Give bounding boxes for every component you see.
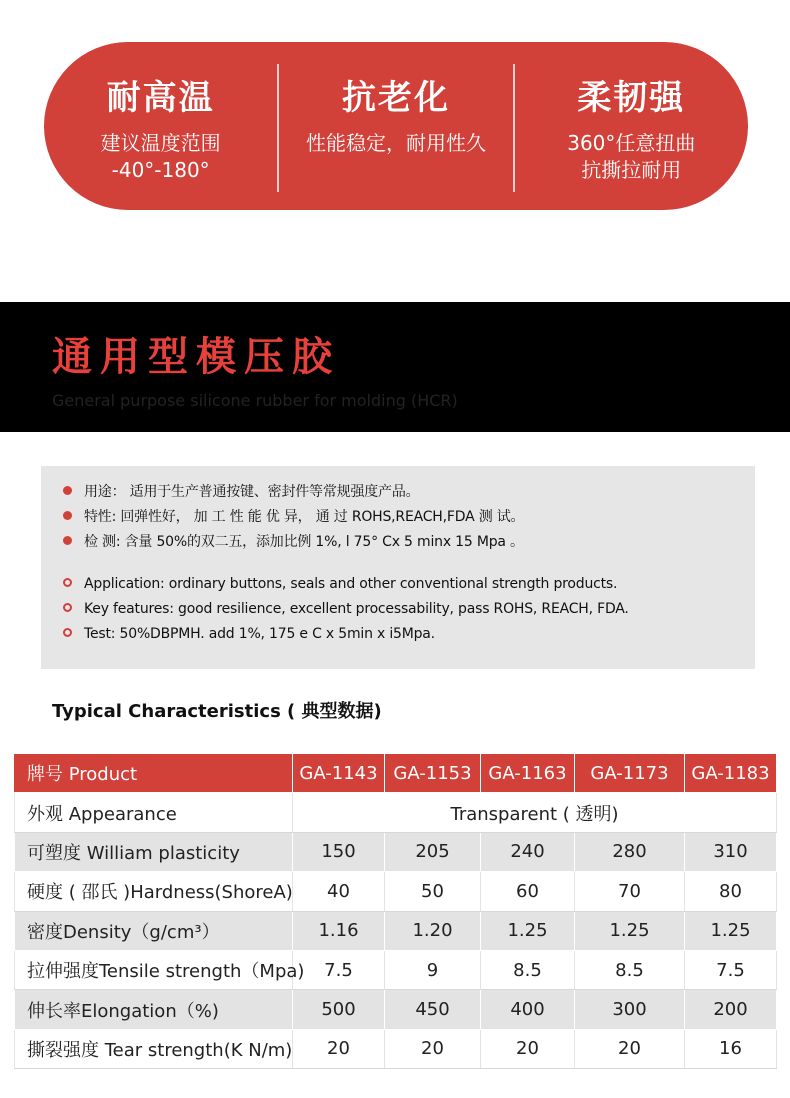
table-cell: 20 — [293, 1029, 385, 1068]
table-cell: 1.25 — [685, 911, 777, 950]
header-cell: GA-1183 — [685, 754, 777, 793]
table-row — [15, 990, 777, 1029]
table-cell: 1.25 — [575, 911, 685, 950]
table-cell: 1.25 — [481, 911, 575, 950]
info-line-key-features — [63, 599, 629, 619]
table-cell: 7.5 — [293, 950, 385, 989]
info-text: Test: 50%DBPMH. add 1%, 175 e C x 5min x i5Mpa. — [84, 626, 435, 642]
table-cell: 16 — [685, 1029, 777, 1068]
info-line-usage — [63, 482, 419, 502]
spec-table — [14, 753, 777, 1069]
banner-subtitle: General purpose silicone rubber for molding (HCR) — [52, 391, 458, 410]
feature-desc-line: 建议温度范围 — [100, 131, 221, 155]
table-cell: 60 — [481, 872, 575, 911]
table-cell: 205 — [385, 832, 481, 871]
info-text: Key features: good resilience, excellent processability, pass ROHS, REACH, FDA. — [84, 601, 629, 617]
feature-desc-line: -40°-180° — [111, 158, 210, 182]
table-cell: 8.5 — [575, 950, 685, 989]
table-title: Typical Characteristics ( 典型数据) — [52, 701, 382, 722]
product-banner — [0, 302, 790, 432]
row-label: 密度Density（g/cm³） — [15, 911, 293, 950]
feature-desc — [567, 130, 695, 184]
table-cell: 8.5 — [481, 950, 575, 989]
info-line-test-en — [63, 624, 435, 644]
table-cell: 20 — [481, 1029, 575, 1068]
feature-title: 抗老化 — [341, 78, 450, 118]
feature-title: 柔韧强 — [577, 78, 686, 118]
row-label: 撕裂强度 Tear strength(K N/m) — [15, 1029, 293, 1068]
info-line-features — [63, 507, 524, 527]
table-cell: Transparent ( 透明) — [293, 793, 777, 832]
info-text: 特性: 回弹性好， 加 工 性 能 优 异， 通 过 ROHS,REACH,FDA 测 试。 — [84, 509, 525, 525]
table-cell: 7.5 — [685, 950, 777, 989]
table-cell: 450 — [385, 990, 481, 1029]
feature-desc — [101, 130, 221, 184]
header-cell: GA-1173 — [575, 754, 685, 793]
bullet-dot-icon — [63, 536, 72, 545]
table-row — [15, 872, 777, 911]
feature-title: 耐高温 — [106, 78, 215, 118]
info-text: 检 测: 含量 50%的双二五，添加比例 1%, l 75° Cx 5 minx 15 Mpa 。 — [84, 534, 524, 550]
bullet-dot-icon — [63, 486, 72, 495]
bullet-dot-icon — [63, 511, 72, 520]
table-cell: 310 — [685, 832, 777, 871]
table-row — [15, 950, 777, 989]
table-cell: 500 — [293, 990, 385, 1029]
table-cell: 1.16 — [293, 911, 385, 950]
row-label: 外观 Appearance — [15, 793, 293, 832]
bullet-ring-icon — [63, 628, 72, 637]
table-cell: 1.20 — [385, 911, 481, 950]
table-cell: 20 — [385, 1029, 481, 1068]
row-label: 硬度 ( 邵氏 )Hardness(ShoreA) — [15, 872, 293, 911]
info-line-test — [63, 532, 524, 552]
info-text: 用途： 适用于生产普通按键、密封件等常规强度产品。 — [84, 484, 420, 500]
table-cell: 200 — [685, 990, 777, 1029]
table-cell: 70 — [575, 872, 685, 911]
info-box — [41, 466, 755, 669]
row-label: 可塑度 William plasticity — [15, 832, 293, 871]
table-cell: 400 — [481, 990, 575, 1029]
feature-flexibility — [515, 42, 748, 210]
table-cell: 80 — [685, 872, 777, 911]
info-text: Application: ordinary buttons, seals and other conventional strength products. — [84, 576, 618, 592]
table-row — [15, 793, 777, 832]
feature-desc — [306, 130, 486, 157]
feature-anti-aging — [279, 42, 512, 210]
table-row — [15, 911, 777, 950]
header-cell: GA-1163 — [481, 754, 575, 793]
table-header-row — [15, 754, 777, 793]
table-cell: 240 — [481, 832, 575, 871]
table-row — [15, 1029, 777, 1068]
header-cell: GA-1143 — [293, 754, 385, 793]
info-line-application — [63, 574, 617, 594]
bullet-ring-icon — [63, 603, 72, 612]
header-cell: 牌号 Product — [15, 754, 293, 793]
feature-pill — [44, 42, 748, 210]
feature-desc-line: 360°任意扭曲 — [567, 131, 696, 155]
row-label: 伸长率Elongation（%) — [15, 990, 293, 1029]
table-cell: 50 — [385, 872, 481, 911]
table-cell: 20 — [575, 1029, 685, 1068]
banner-title: 通用型模压胶 — [52, 334, 340, 380]
row-label: 拉伸强度Tensile strength（Mpa) — [15, 950, 293, 989]
table-cell: 40 — [293, 872, 385, 911]
table-cell: 9 — [385, 950, 481, 989]
table-cell: 280 — [575, 832, 685, 871]
header-cell: GA-1153 — [385, 754, 481, 793]
bullet-ring-icon — [63, 578, 72, 587]
table-cell: 150 — [293, 832, 385, 871]
feature-heat-resistance — [44, 42, 277, 210]
table-cell: 300 — [575, 990, 685, 1029]
feature-desc-line: 性能稳定，耐用性久 — [305, 131, 486, 155]
table-row — [15, 832, 777, 871]
feature-desc-line: 抗撕拉耐用 — [581, 158, 682, 182]
